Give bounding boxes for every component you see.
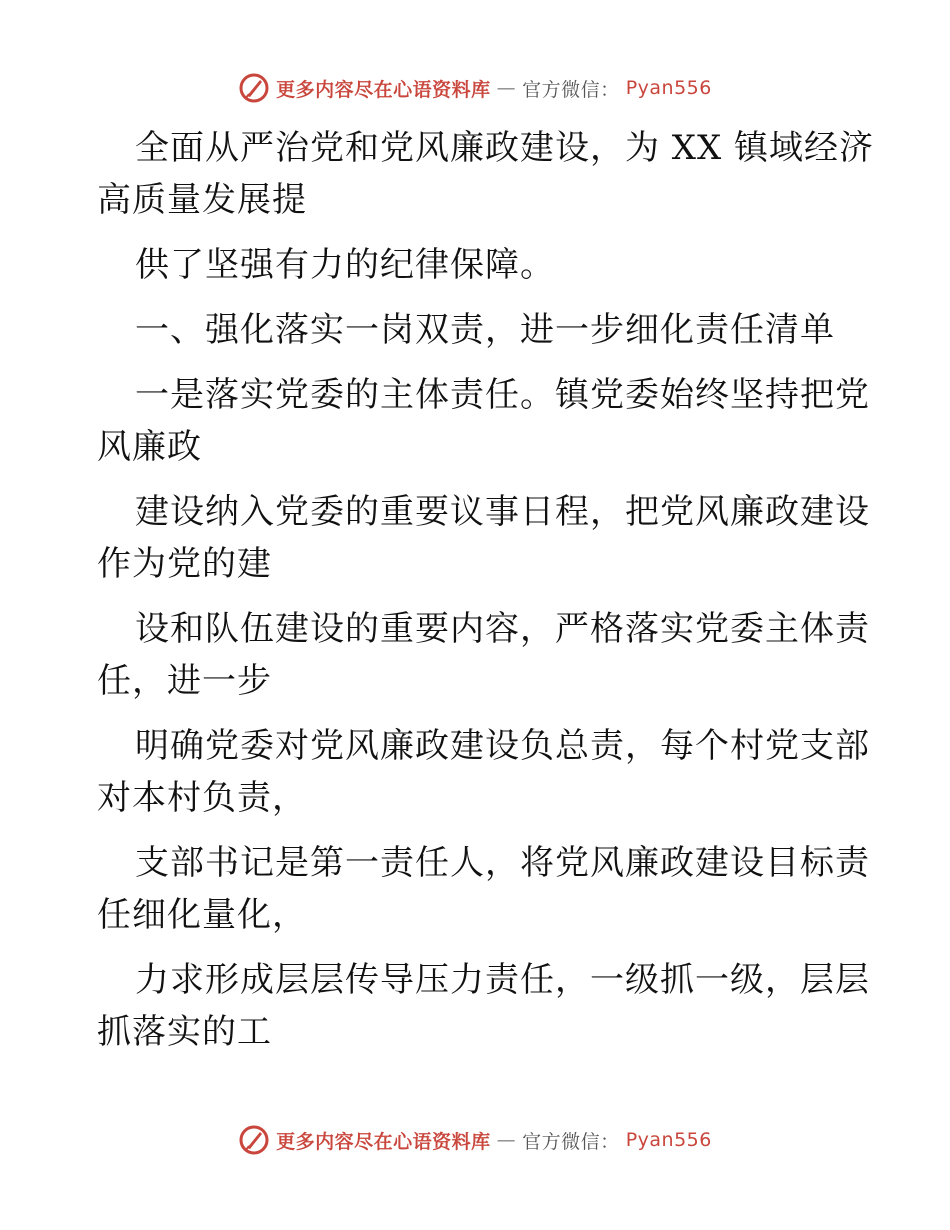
body-line: 对本村负责， — [97, 778, 307, 818]
watermark-wechat-id: Pyan556 — [625, 77, 712, 99]
watermark-wechat-label: 官方微信： — [522, 1130, 620, 1153]
body-line: 抓落实的工 — [97, 1012, 272, 1052]
body-line: 风廉政 — [97, 427, 202, 467]
body-line: 力求形成层层传导压力责任，一级抓一级，层层 — [135, 960, 870, 1000]
feather-logo-icon — [238, 72, 270, 104]
body-line: 建设纳入党委的重要议事日程，把党风廉政建设 — [135, 492, 870, 532]
watermark-wechat-label: 官方微信： — [522, 78, 620, 101]
body-line: 设和队伍建设的重要内容，严格落实党委主体责 — [135, 609, 870, 649]
header-watermark — [0, 72, 950, 104]
section-heading: 一、强化落实一岗双责，进一步细化责任清单 — [135, 310, 835, 350]
watermark-site-name: 更多内容尽在心语资料库 — [276, 78, 491, 101]
footer-watermark — [0, 1124, 950, 1156]
watermark-separator: — — [496, 1129, 517, 1151]
body-line: 作为党的建 — [97, 544, 272, 584]
body-line: 支部书记是第一责任人，将党风廉政建设目标责 — [135, 843, 870, 883]
body-line: 任，进一步 — [97, 661, 272, 701]
document-body — [97, 122, 875, 1058]
watermark-wechat-id: Pyan556 — [625, 1129, 712, 1151]
body-line: 高质量发展提 — [97, 180, 307, 220]
body-line: 全面从严治党和党风廉政建设，为 XX 镇域经济 — [135, 128, 875, 168]
watermark-separator: — — [496, 77, 517, 99]
body-line: 任细化量化， — [97, 895, 307, 935]
watermark-site-name: 更多内容尽在心语资料库 — [276, 1130, 491, 1153]
body-line: 供了坚强有力的纪律保障。 — [135, 245, 555, 285]
feather-logo-icon — [238, 1124, 270, 1156]
body-line: 一是落实党委的主体责任。镇党委始终坚持把党 — [135, 375, 870, 415]
body-line: 明确党委对党风廉政建设负总责，每个村党支部 — [135, 726, 870, 766]
